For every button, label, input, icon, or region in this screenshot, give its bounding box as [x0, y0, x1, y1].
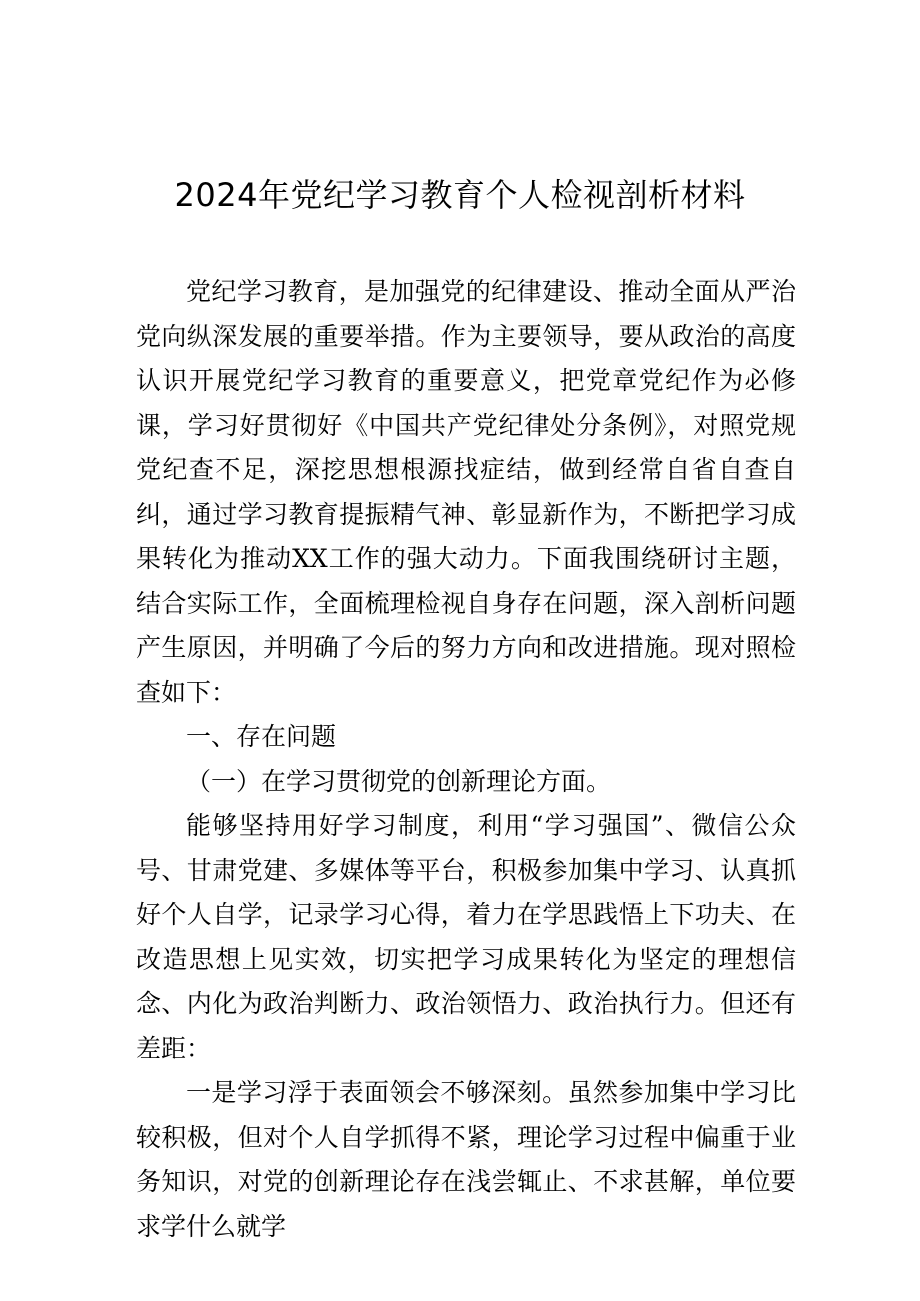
document-body [136, 270, 796, 1249]
section-heading-problems: 一、存在问题 [186, 722, 337, 751]
paragraph-point-one: 一是学习浮于表面领会不够深刻。虽然参加集中学习比较积极，但对个人自学抓得不紧，理论学习过程中偏重于业务知识，对党的创新理论存在浅尝辄止、不求甚解，单位要求学什么就学 [136, 1078, 796, 1241]
intro-paragraph: 党纪学习教育，是加强党的纪律建设、推动全面从严治党向纵深发展的重要举措。作为主要领导，要从政治的高度认识开展党纪学习教育的重要意义，把党章党纪作为必修课，学习好贯彻好《中国共产党纪律处分条例》，对照党规党纪查不足，深挖思想根源找症结，做到经常自省自查自纠，通过学习教育提振精气神、彰显新作为，不断把学习成果转化为推动XX工作的强大动力。下面我围绕研讨主题，结合实际工作，全面梳理检视自身存在问题，深入剖析问题产生原因，并明确了今后的努力方向和改进措施。现对照检查如下： [136, 277, 796, 707]
document-title: 2024年党纪学习教育个人检视剖析材料 [174, 176, 746, 214]
subsection-heading-theory: （一）在学习贯彻党的创新理论方面。 [186, 766, 612, 796]
paragraph-study-system: 能够坚持用好学习制度，利用“学习强国”、微信公众号、甘肃党建、多媒体等平台，积极参加集中学习、认真抓好个人自学，记录学习心得，着力在学思践悟上下功夫、在改造思想上见实效，切实把学习成果转化为坚定的理想信念、内化为政治判断力、政治领悟力、政治执行力。但还有差距： [136, 811, 796, 1063]
